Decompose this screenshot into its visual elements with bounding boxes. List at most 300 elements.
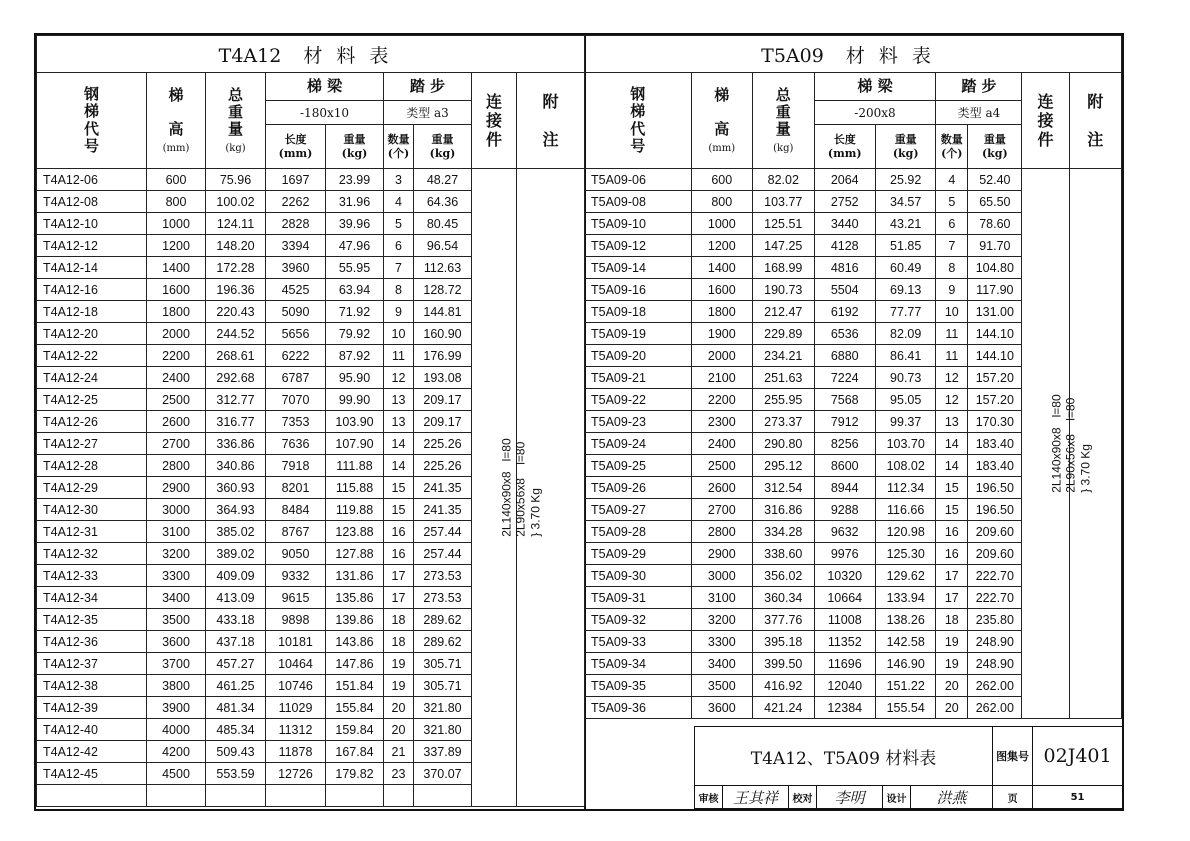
row-beam-length: 2064 — [814, 169, 875, 191]
row-beam-weight: 86.41 — [875, 345, 935, 367]
row-height: 800 — [691, 191, 752, 213]
row-step-weight: 273.53 — [414, 565, 472, 587]
row-beam-length: 7912 — [814, 411, 875, 433]
row-total-weight: 290.80 — [753, 433, 814, 455]
row-height: 1600 — [147, 279, 206, 301]
row-total-weight: 433.18 — [206, 609, 266, 631]
row-total-weight: 385.02 — [206, 521, 266, 543]
row-beam-length: 4128 — [814, 235, 875, 257]
row-total-weight: 399.50 — [753, 653, 814, 675]
header-height — [147, 73, 206, 169]
row-step-weight: 80.45 — [414, 213, 472, 235]
row-total-weight: 457.27 — [206, 653, 266, 675]
row-step-qty: 13 — [384, 411, 414, 433]
row-beam-length: 8944 — [814, 477, 875, 499]
row-total-weight: 125.51 — [753, 213, 814, 235]
row-beam-weight: 99.90 — [326, 389, 384, 411]
row-step-qty: 19 — [384, 653, 414, 675]
right-table-title — [585, 36, 1122, 73]
row-code: T4A12-37 — [37, 653, 147, 675]
row-beam-length: 7568 — [814, 389, 875, 411]
header-step: 踏 步 — [384, 73, 472, 101]
right-header-step-weight-unit: (kg) — [981, 146, 1008, 160]
row-beam-weight: 69.13 — [875, 279, 935, 301]
row-height: 3100 — [147, 521, 206, 543]
row-total-weight: 336.86 — [206, 433, 266, 455]
header-height-bottom: 高 — [168, 120, 184, 139]
row-height: 1200 — [147, 235, 206, 257]
row-beam-weight: 179.82 — [326, 763, 384, 785]
design-label: 设计 — [883, 786, 911, 809]
left-title-code: T4A12 — [218, 44, 282, 67]
row-beam-weight: 95.90 — [326, 367, 384, 389]
row-step-qty: 20 — [384, 719, 414, 741]
row-beam-weight: 63.94 — [326, 279, 384, 301]
row-beam-weight: 23.99 — [326, 169, 384, 191]
table-row — [585, 169, 1122, 191]
row-code: T4A12-26 — [37, 411, 147, 433]
row-step-weight: 157.20 — [968, 367, 1022, 389]
right-table-body — [585, 169, 1122, 719]
row-height: 2100 — [691, 367, 752, 389]
row-beam-weight: 167.84 — [326, 741, 384, 763]
row-height: 1800 — [147, 301, 206, 323]
row-step-weight: 96.54 — [414, 235, 472, 257]
row-beam-length: 11878 — [266, 741, 326, 763]
row-step-qty: 14 — [384, 433, 414, 455]
connector-cell — [1022, 169, 1093, 719]
header-beam-spec: -180x10 — [266, 101, 384, 125]
row-height: 3200 — [147, 543, 206, 565]
row-beam-length: 11696 — [814, 653, 875, 675]
row-step-weight: 144.10 — [968, 323, 1022, 345]
right-title-cn: 材料表 — [845, 44, 945, 67]
row-code: T4A12-06 — [37, 169, 147, 191]
row-height: 2400 — [147, 367, 206, 389]
row-step-qty: 14 — [936, 433, 968, 455]
row-beam-weight: 99.37 — [875, 411, 935, 433]
empty-cell — [384, 785, 414, 807]
row-code: T5A09-27 — [585, 499, 692, 521]
row-step-qty: 20 — [936, 675, 968, 697]
row-step-weight: 241.35 — [414, 499, 472, 521]
row-height: 2800 — [691, 521, 752, 543]
row-step-weight: 262.00 — [968, 697, 1022, 719]
row-beam-weight: 25.92 — [875, 169, 935, 191]
left-table-body — [37, 169, 585, 807]
right-header-length-unit: (mm) — [827, 146, 862, 160]
row-step-weight: 170.30 — [968, 411, 1022, 433]
row-height: 2500 — [147, 389, 206, 411]
empty-cell — [147, 785, 206, 807]
row-code: T4A12-20 — [37, 323, 147, 345]
row-beam-weight: 103.70 — [875, 433, 935, 455]
row-height: 600 — [147, 169, 206, 191]
row-height: 2700 — [691, 499, 752, 521]
row-step-qty: 10 — [936, 301, 968, 323]
row-code: T4A12-30 — [37, 499, 147, 521]
row-code: T5A09-24 — [585, 433, 692, 455]
row-step-qty: 16 — [384, 543, 414, 565]
right-header-quantity-label: 数量 — [940, 132, 963, 146]
row-beam-weight: 103.90 — [326, 411, 384, 433]
row-beam-length: 6222 — [266, 345, 326, 367]
header-beam-weight — [326, 125, 384, 169]
row-beam-length: 12726 — [266, 763, 326, 785]
row-step-weight: 225.26 — [414, 455, 472, 477]
row-height: 800 — [147, 191, 206, 213]
row-beam-weight: 142.58 — [875, 631, 935, 653]
row-total-weight: 413.09 — [206, 587, 266, 609]
row-beam-weight: 115.88 — [326, 477, 384, 499]
row-beam-length: 9632 — [814, 521, 875, 543]
row-beam-weight: 133.94 — [875, 587, 935, 609]
right-header-total-weight-label: 总 重 量 — [775, 85, 791, 139]
row-code: T5A09-21 — [585, 367, 692, 389]
design-signature: 洪燕 — [911, 786, 993, 809]
row-total-weight: 316.86 — [753, 499, 814, 521]
header-length-label: 长度 — [284, 132, 307, 146]
row-step-weight: 128.72 — [414, 279, 472, 301]
row-step-qty: 21 — [384, 741, 414, 763]
row-height: 3400 — [691, 653, 752, 675]
row-height: 3100 — [691, 587, 752, 609]
row-code: T4A12-38 — [37, 675, 147, 697]
row-step-qty: 16 — [384, 521, 414, 543]
row-total-weight: 196.36 — [206, 279, 266, 301]
right-header-quantity — [936, 125, 968, 169]
row-step-qty: 19 — [936, 653, 968, 675]
row-total-weight: 292.68 — [206, 367, 266, 389]
row-code: T5A09-18 — [585, 301, 692, 323]
row-step-qty: 8 — [936, 257, 968, 279]
empty-cell — [326, 785, 384, 807]
t5a09-material-table — [584, 35, 1122, 719]
row-beam-weight: 116.66 — [875, 499, 935, 521]
row-beam-weight: 47.96 — [326, 235, 384, 257]
row-step-qty: 15 — [936, 499, 968, 521]
t4a12-material-table — [36, 35, 585, 807]
row-step-qty: 20 — [936, 697, 968, 719]
row-beam-weight: 79.92 — [326, 323, 384, 345]
row-total-weight: 409.09 — [206, 565, 266, 587]
row-beam-weight: 119.88 — [326, 499, 384, 521]
row-height: 3000 — [147, 499, 206, 521]
row-step-weight: 209.60 — [968, 521, 1022, 543]
row-beam-weight: 71.92 — [326, 301, 384, 323]
header-total-weight — [206, 73, 266, 169]
row-height: 3200 — [691, 609, 752, 631]
row-total-weight: 360.34 — [753, 587, 814, 609]
row-code: T4A12-33 — [37, 565, 147, 587]
connector-line-2: 2L90x56x8 l=80 — [514, 441, 529, 537]
row-beam-weight: 107.90 — [326, 433, 384, 455]
row-beam-length: 6536 — [814, 323, 875, 345]
row-beam-weight: 151.22 — [875, 675, 935, 697]
row-step-weight: 209.17 — [414, 389, 472, 411]
row-beam-weight: 55.95 — [326, 257, 384, 279]
row-code: T5A09-14 — [585, 257, 692, 279]
row-step-weight: 222.70 — [968, 587, 1022, 609]
header-step-weight-unit: (kg) — [429, 146, 456, 160]
row-step-qty: 16 — [936, 521, 968, 543]
row-code: T5A09-22 — [585, 389, 692, 411]
row-step-weight: 225.26 — [414, 433, 472, 455]
row-height: 2200 — [147, 345, 206, 367]
row-code: T4A12-24 — [37, 367, 147, 389]
row-beam-length: 2262 — [266, 191, 326, 213]
row-code: T5A09-26 — [585, 477, 692, 499]
row-beam-weight: 39.96 — [326, 213, 384, 235]
row-step-qty: 20 — [384, 697, 414, 719]
row-beam-length: 10746 — [266, 675, 326, 697]
row-height: 2400 — [691, 433, 752, 455]
row-step-qty: 4 — [936, 169, 968, 191]
row-step-qty: 7 — [384, 257, 414, 279]
left-panel-t4a12 — [36, 35, 586, 809]
row-step-weight: 337.89 — [414, 741, 472, 763]
row-step-weight: 321.80 — [414, 719, 472, 741]
row-height: 3700 — [147, 653, 206, 675]
row-beam-length: 11029 — [266, 697, 326, 719]
row-beam-weight: 120.98 — [875, 521, 935, 543]
row-step-weight: 160.90 — [414, 323, 472, 345]
row-code: T5A09-08 — [585, 191, 692, 213]
row-total-weight: 316.77 — [206, 411, 266, 433]
row-beam-weight: 155.84 — [326, 697, 384, 719]
row-beam-length: 8256 — [814, 433, 875, 455]
row-beam-length: 12384 — [814, 697, 875, 719]
row-code: T4A12-45 — [37, 763, 147, 785]
connector-spec — [1050, 394, 1093, 492]
left-table-title — [37, 36, 585, 73]
row-step-weight: 131.00 — [968, 301, 1022, 323]
right-header-total-weight — [753, 73, 814, 169]
row-step-qty: 18 — [384, 631, 414, 653]
row-total-weight: 334.28 — [753, 521, 814, 543]
row-step-qty: 15 — [384, 499, 414, 521]
row-step-qty: 19 — [384, 675, 414, 697]
row-beam-length: 8484 — [266, 499, 326, 521]
row-beam-length: 6880 — [814, 345, 875, 367]
row-step-weight: 248.90 — [968, 631, 1022, 653]
right-header-beam-weight — [875, 125, 935, 169]
connector-weight: } 3.70 Kg — [528, 487, 543, 537]
right-header-height — [691, 73, 752, 169]
row-step-weight: 222.70 — [968, 565, 1022, 587]
row-step-weight: 183.40 — [968, 455, 1022, 477]
row-beam-weight: 31.96 — [326, 191, 384, 213]
row-height: 3600 — [691, 697, 752, 719]
row-total-weight: 244.52 — [206, 323, 266, 345]
row-step-weight: 193.08 — [414, 367, 472, 389]
row-step-weight: 257.44 — [414, 543, 472, 565]
row-total-weight: 220.43 — [206, 301, 266, 323]
row-total-weight: 82.02 — [753, 169, 814, 191]
atlas-number-label: 图集号 — [993, 727, 1033, 786]
right-header-total-weight-unit: (kg) — [773, 142, 794, 154]
row-beam-weight: 146.90 — [875, 653, 935, 675]
row-beam-weight: 139.86 — [326, 609, 384, 631]
row-beam-length: 8201 — [266, 477, 326, 499]
row-total-weight: 356.02 — [753, 565, 814, 587]
row-step-qty: 18 — [936, 609, 968, 631]
row-beam-weight: 87.92 — [326, 345, 384, 367]
row-total-weight: 338.60 — [753, 543, 814, 565]
row-beam-weight: 34.57 — [875, 191, 935, 213]
right-title-code: T5A09 — [761, 44, 824, 67]
row-height: 1800 — [691, 301, 752, 323]
right-header-code: 钢 梯 代 号 — [585, 73, 692, 169]
right-header-height-unit: (mm) — [708, 142, 736, 154]
row-beam-weight: 60.49 — [875, 257, 935, 279]
row-total-weight: 251.63 — [753, 367, 814, 389]
row-total-weight: 273.37 — [753, 411, 814, 433]
row-beam-weight: 111.88 — [326, 455, 384, 477]
row-step-weight: 196.50 — [968, 499, 1022, 521]
row-code: T4A12-22 — [37, 345, 147, 367]
row-total-weight: 340.86 — [206, 455, 266, 477]
row-step-qty: 6 — [384, 235, 414, 257]
row-code: T5A09-12 — [585, 235, 692, 257]
header-step-spec: 类型 a3 — [384, 101, 472, 125]
row-total-weight: 481.34 — [206, 697, 266, 719]
row-beam-length: 5504 — [814, 279, 875, 301]
connector-line-2: 2L90x56x8 l=80 — [1064, 397, 1079, 493]
check-label: 校对 — [789, 786, 817, 809]
row-height: 1000 — [147, 213, 206, 235]
row-beam-weight: 43.21 — [875, 213, 935, 235]
row-code: T5A09-16 — [585, 279, 692, 301]
row-beam-weight: 131.86 — [326, 565, 384, 587]
page-number: 51 — [1033, 786, 1123, 809]
row-step-qty: 4 — [384, 191, 414, 213]
row-beam-length: 2828 — [266, 213, 326, 235]
empty-cell — [206, 785, 266, 807]
page-label: 页 — [993, 786, 1033, 809]
row-step-qty: 23 — [384, 763, 414, 785]
row-height: 2200 — [691, 389, 752, 411]
row-code: T4A12-40 — [37, 719, 147, 741]
row-total-weight: 312.54 — [753, 477, 814, 499]
row-height: 2500 — [691, 455, 752, 477]
row-code: T4A12-29 — [37, 477, 147, 499]
row-height: 1600 — [691, 279, 752, 301]
row-total-weight: 377.76 — [753, 609, 814, 631]
row-step-qty: 16 — [936, 543, 968, 565]
row-height: 1200 — [691, 235, 752, 257]
row-step-qty: 13 — [384, 389, 414, 411]
row-code: T4A12-31 — [37, 521, 147, 543]
row-step-qty: 7 — [936, 235, 968, 257]
row-beam-length: 7353 — [266, 411, 326, 433]
row-code: T5A09-32 — [585, 609, 692, 631]
row-height: 3800 — [147, 675, 206, 697]
check-signature: 李明 — [817, 786, 883, 809]
row-step-weight: 273.53 — [414, 587, 472, 609]
row-total-weight: 190.73 — [753, 279, 814, 301]
row-height: 4500 — [147, 763, 206, 785]
row-code: T4A12-39 — [37, 697, 147, 719]
row-height: 1400 — [691, 257, 752, 279]
row-code: T4A12-42 — [37, 741, 147, 763]
right-header-step-weight-label: 重量 — [983, 132, 1006, 146]
row-code: T5A09-29 — [585, 543, 692, 565]
header-height-top: 梯 — [168, 85, 184, 104]
row-code: T4A12-25 — [37, 389, 147, 411]
row-step-weight: 248.90 — [968, 653, 1022, 675]
row-beam-length: 4525 — [266, 279, 326, 301]
row-beam-length: 7636 — [266, 433, 326, 455]
row-beam-length: 5090 — [266, 301, 326, 323]
row-beam-length: 10181 — [266, 631, 326, 653]
right-header-quantity-unit: (个) — [941, 146, 963, 160]
row-code: T4A12-10 — [37, 213, 147, 235]
row-beam-length: 2752 — [814, 191, 875, 213]
right-header-step: 踏 步 — [936, 73, 1022, 101]
connector-spec — [500, 438, 543, 536]
row-beam-length: 7224 — [814, 367, 875, 389]
row-step-weight: 370.07 — [414, 763, 472, 785]
row-height: 1400 — [147, 257, 206, 279]
row-height: 2600 — [147, 411, 206, 433]
empty-cell — [266, 785, 326, 807]
table-row — [37, 169, 585, 191]
row-beam-length: 8767 — [266, 521, 326, 543]
row-height: 3000 — [691, 565, 752, 587]
row-step-weight: 78.60 — [968, 213, 1022, 235]
row-beam-weight: 77.77 — [875, 301, 935, 323]
right-header-step-weight — [968, 125, 1022, 169]
row-step-qty: 17 — [936, 565, 968, 587]
row-code: T5A09-35 — [585, 675, 692, 697]
row-total-weight: 212.47 — [753, 301, 814, 323]
row-step-qty: 11 — [384, 345, 414, 367]
row-total-weight: 461.25 — [206, 675, 266, 697]
row-beam-length: 5656 — [266, 323, 326, 345]
row-beam-length: 11352 — [814, 631, 875, 653]
row-step-weight: 305.71 — [414, 653, 472, 675]
review-signature: 王其祥 — [723, 786, 789, 809]
row-step-qty: 6 — [936, 213, 968, 235]
row-beam-weight: 129.62 — [875, 565, 935, 587]
row-step-weight: 183.40 — [968, 433, 1022, 455]
row-step-qty: 17 — [936, 587, 968, 609]
row-code: T5A09-33 — [585, 631, 692, 653]
row-code: T5A09-20 — [585, 345, 692, 367]
header-code: 钢 梯 代 号 — [37, 73, 147, 169]
row-beam-length: 3440 — [814, 213, 875, 235]
row-beam-weight: 159.84 — [326, 719, 384, 741]
row-code: T4A12-27 — [37, 433, 147, 455]
row-beam-weight: 155.54 — [875, 697, 935, 719]
row-beam-weight: 51.85 — [875, 235, 935, 257]
row-beam-length: 10320 — [814, 565, 875, 587]
row-step-weight: 196.50 — [968, 477, 1022, 499]
header-length — [266, 125, 326, 169]
row-step-weight: 144.10 — [968, 345, 1022, 367]
row-step-qty: 9 — [936, 279, 968, 301]
row-total-weight: 75.96 — [206, 169, 266, 191]
row-code: T5A09-25 — [585, 455, 692, 477]
row-step-weight: 257.44 — [414, 521, 472, 543]
row-code: T5A09-23 — [585, 411, 692, 433]
row-beam-length: 11312 — [266, 719, 326, 741]
row-step-qty: 5 — [384, 213, 414, 235]
right-header-connector: 连 接 件 — [1022, 73, 1069, 169]
row-step-weight: 91.70 — [968, 235, 1022, 257]
row-total-weight: 295.12 — [753, 455, 814, 477]
